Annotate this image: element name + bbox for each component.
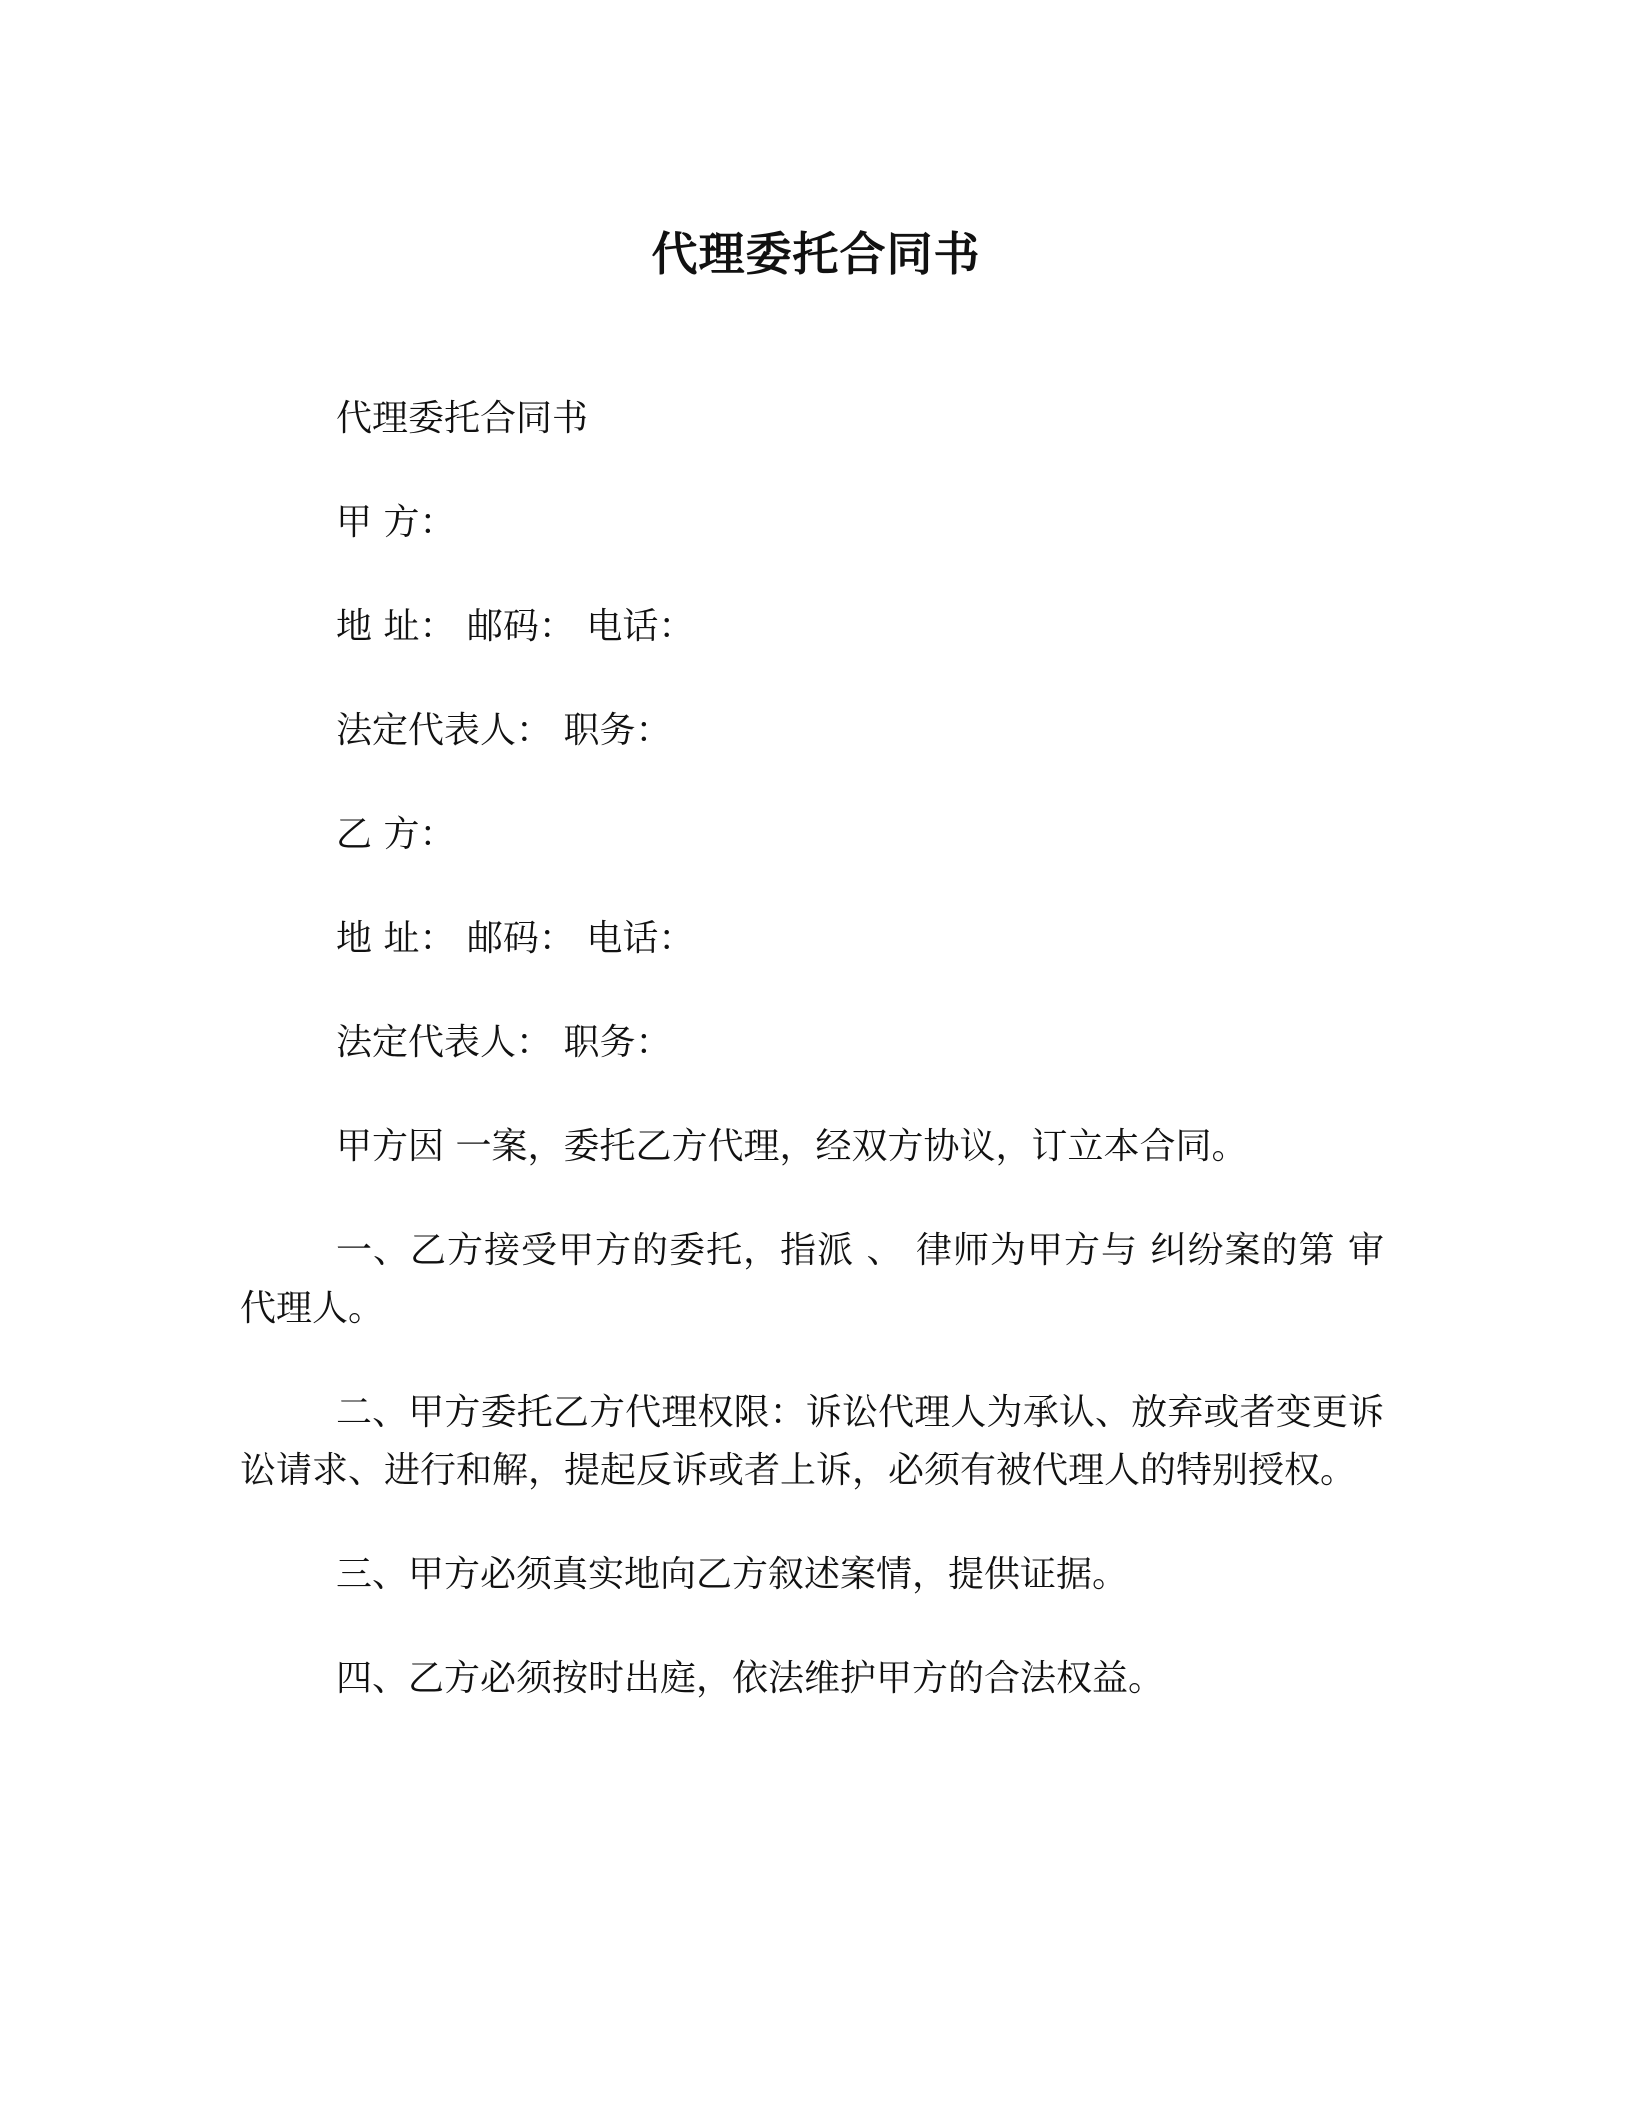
document-body (240, 390, 1384, 1754)
paragraph-party-a: 甲 方： (336, 502, 456, 543)
paragraph-clause-4: 四、乙方必须按时出庭，依法维护甲方的合法权益。 (336, 1658, 1165, 1699)
document-title: 代理委托合同书 (651, 227, 981, 281)
paragraph-clause-3: 三、甲方必须真实地向乙方叙述案情，提供证据。 (336, 1554, 1129, 1595)
paragraph-party-a-representative: 法定代表人： 职务： (336, 710, 672, 751)
paragraph-party-b-address: 地 址： 邮码： 电话： (336, 918, 695, 959)
paragraph-party-b: 乙 方： (336, 814, 456, 855)
paragraph-preamble: 甲方因 一案，委托乙方代理，经双方协议，订立本合同。 (336, 1126, 1248, 1167)
paragraph-heading: 代理委托合同书 (336, 398, 589, 439)
paragraph-clause-1: 一、乙方接受甲方的委托，指派 、 律师为甲方与 纠纷案的第 审代理人。 (240, 1230, 1384, 1329)
paragraph-clause-2: 二、甲方委托乙方代理权限：诉讼代理人为承认、放弃或者变更诉讼请求、进行和解，提起反诉或者上诉，必须有被代理人的特别授权。 (240, 1392, 1384, 1491)
paragraph-party-b-representative: 法定代表人： 职务： (336, 1022, 672, 1063)
paragraph-party-a-address: 地 址： 邮码： 电话： (336, 606, 695, 647)
